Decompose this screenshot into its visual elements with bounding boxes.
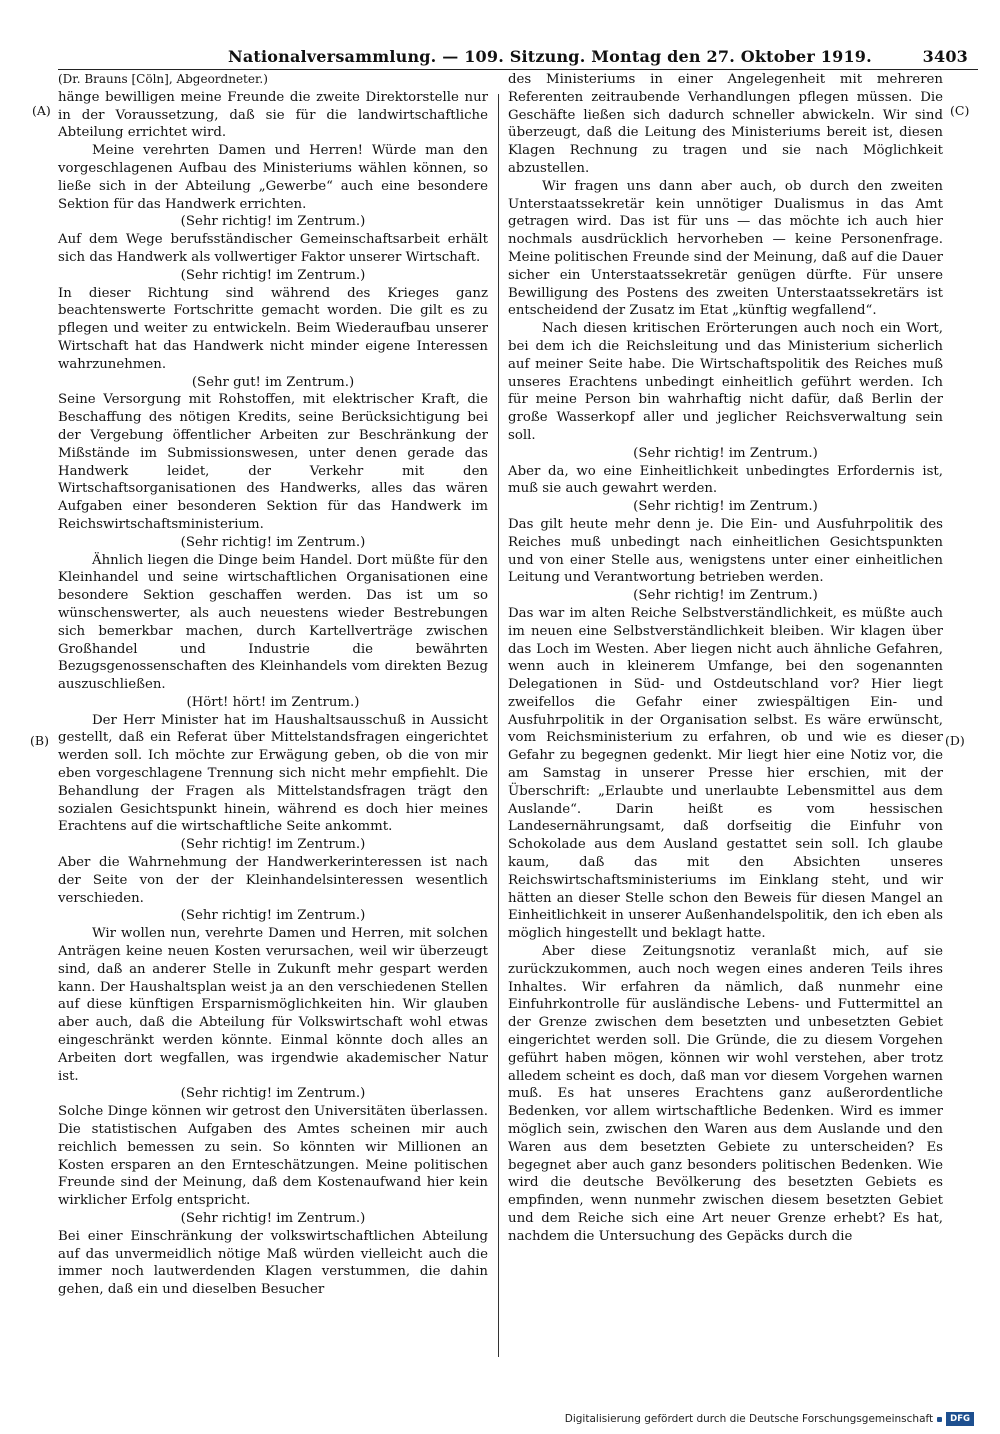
paragraph: Wir fragen uns dann aber auch, ob durch den zweiten Unterstaatssekretär kein unnötiger Dualismus in das Amt getragen wird. Das ist für uns — das möchte ich auch hier nochmals ausdrücklich hervorheben — keine Personenfrage. Meine politischen Freunde sind der Meinung, daß auf die Dauer sicher ein Unterstaatssekretär genügen dürfte. Für unsere Bewilligung des Postens des zweiten Unterstaatssekretärs ist entscheidend der Zusatz im Etat „künftig wegfallend“.: [508, 178, 943, 319]
page-header: [28, 47, 980, 71]
footer: [565, 1410, 974, 1428]
interjection: (Hört! hört! im Zentrum.): [186, 694, 360, 710]
paragraph: Auf dem Wege berufsständischer Gemeinschaftsarbeit erhält sich das Handwerk als vollwertiger Faktor unserer Wirtschaft.: [58, 232, 488, 265]
interjection: (Sehr gut! im Zentrum.): [191, 374, 355, 390]
margin-marker-b: (B): [30, 733, 49, 748]
paragraph: Aber diese Zeitungsnotiz veranlaßt mich, auf sie zurückzukommen, auch noch wegen eines anderen Teils ihres Inhaltes. Wir erfahren da nämlich, daß nunmehr eine Einfuhrkontrolle für ausländische Lebens- und Futtermittel an der Grenze zwischen dem besetzten und unbesetzten Gebiet eingerichtet werden soll. Die Gründe, die zu diesem Vorgehen geführt haben mögen, können wir wohl verstehen, aber trotz alledem scheint es doch, daß man vor diesem Vorgehen warnen muß. Es hat unseres Erachtens ganz außerordentliche Bedenken, vor allem wirtschaftliche Bedenken. Wird es immer möglich sein, zwischen den Waren aus dem Auslande und den Waren aus dem besetzten Gebiete zu unterscheiden? Es begegnet aber auch ganz besonders politischen Bedenken. Wie wird die deutsche Bevölkerung des besetzten Gebiets es empfinden, wenn nunmehr zwischen diesem besetzten Gebiet und dem Reiche sich eine Art neuer Grenze erhebt? Es hat, nachdem die Untersuchung des Gepäcks durch die: [508, 944, 943, 1244]
paragraph: Nach diesen kritischen Erörterungen auch noch ein Wort, bei dem ich die Reichsleitung und das Ministerium sicherlich auf meiner Seite habe. Die Wirtschaftspolitik des Reiches muß unseres Erachtens unbedingt einheitlich geführt werden. Ich für meine Person bin wahrhaftig nicht dafür, daß Berlin der große Wasserkopf aller und jeglicher Reichsverwaltung sein soll.: [508, 321, 943, 443]
paragraph: Meine verehrten Damen und Herren! Würde man den vorgeschlagenen Aufbau des Ministeriums wählen können, so ließe sich in der Abteilung „Gewerbe“ auch eine besondere Sektion für das Handwerk errichten.: [58, 143, 488, 212]
page-number: 3403: [922, 47, 968, 66]
interjection: (Sehr richtig! im Zentrum.): [633, 499, 818, 515]
paragraph: Der Herr Minister hat im Haushaltsausschuß in Aussicht gestellt, daß ein Referat über Mittelstandsfragen eingerichtet werden soll. Ich möchte zur Erwägung geben, ob die von mir eben vorgeschlagene Trennung sich nicht mehr empfiehlt. Die Behandlung der Fragen als Mittelstandsfragen trägt den sozialen Gesichtspunkt hinein, während es doch hier meines Erachtens auf die wirtschaftliche Seite ankommt.: [58, 712, 488, 835]
header-rule: [58, 69, 978, 70]
paragraph: Ähnlich liegen die Dinge beim Handel. Dort müßte für den Kleinhandel und seine wirtschaftlichen Organisationen eine besondere Sektion geschaffen werden. Das ist um so wünschenswerter, als auch neuestens wieder Bestrebungen sich bemerkbar machen, durch Kartellverträge zwischen Großhandel und Industrie die bewährten Bezugsgenossenschaften des Kleinhandels vom direkten Bezug auszuschließen.: [58, 552, 488, 693]
column-divider: [498, 94, 499, 1357]
paragraph: Wir wollen nun, verehrte Damen und Herren, mit solchen Anträgen keine neuen Kosten verursachen, weil wir überzeugt sind, daß an anderer Stelle in Zukunft mehr gespart werden kann. Der Haushaltsplan weist ja an den verschiedenen Stellen auf diese künftigen Ersparnismöglichkeiten hin. Wir glauben aber auch, daß die Abteilung für Volkswirtschaft wohl etwas eingeschränkt werden könnte. Einmal könnte doch alles an Arbeiten dort wegfallen, was irgendwie akademischer Natur ist.: [58, 926, 488, 1084]
right-column: [508, 71, 943, 1356]
paragraph: des Ministeriums in einer Angelegenheit mit mehreren Referenten zeitraubende Verhandlungen pflegen müssen. Die Geschäfte ließen sich dadurch schneller abwickeln. Wir sind überzeugt, daß die Leitung des Ministeriums bereit ist, diesen Klagen Rechnung zu tragen und sie nach Möglichkeit abzustellen.: [508, 72, 943, 176]
interjection: (Sehr richtig! im Zentrum.): [633, 445, 818, 461]
paragraph: Das war im alten Reiche Selbstverständlichkeit, es müßte auch im neuen eine Selbstverständlichkeit bleiben. Wir klagen über das Loch im Westen. Aber liegen nicht auch ähnliche Gefahren, wenn auch in kleinerem Umfange, bei den sogenannten Delegationen in Süd- und Ostdeutschland vor? Hier liegt zweifellos die Gefahr einer zwiespältigen Ein- und Ausfuhrpolitik in der Organisation selbst. Es wäre erwünscht, vom Reichsministerium zu erfahren, ob und wie es dieser Gefahr zu begegnen gedenkt. Mir liegt hier eine Notiz vor, die am Samstag in unserer Presse hier erschien, mit der Überschrift: „Erlaubte und unerlaubte Lebensmittel aus dem Auslande“. Darin heißt es vom hessischen Landesernährungsamt, daß dorfseitig die Einfuhr von Schokolade aus dem Ausland gestattet sein soll. Ich glaube kaum, daß das mit den Absichten unseres Reichswirtschaftsministeriums im Einklang steht, und wir hätten an dieser Stelle schon den Beweis für diesen Mangel an Einheitlichkeit in unserer Außenhandelspolitik, den ich eben als möglich hingestellt und beklagt hatte.: [508, 605, 943, 942]
paragraph: In dieser Richtung sind während des Krieges ganz beachtenswerte Fortschritte gemacht worden. Die gilt es zu pflegen und weiter zu entwickeln. Beim Wiederaufbau unserer Wirtschaft hat das Handwerk nicht minder eigene Interessen wahrzunehmen.: [58, 285, 488, 372]
paragraph: Solche Dinge können wir getrost den Universitäten überlassen. Die statistischen Aufgaben des Amtes scheinen mir auch reichlich bemessen zu sein. So könnten wir Millionen an Kosten ersparen an den Ernteschätzungen. Meine politischen Freunde sind der Meinung, daß dem Kostenaufwand hier kein wirklicher Erfolg entspricht.: [58, 1104, 488, 1209]
paragraph: hänge bewilligen meine Freunde die zweite Direktorstelle nur in der Voraussetzung, daß sie für die landwirtschaftliche Abteilung errichtet wird.: [58, 89, 488, 141]
margin-marker-a: (A): [32, 103, 51, 118]
footer-text: Digitalisierung gefördert durch die Deutsche Forschungsgemeinschaft: [564, 1413, 934, 1425]
interjection: (Sehr richtig! im Zentrum.): [180, 1211, 366, 1226]
interjection: (Sehr richtig! im Zentrum.): [633, 588, 818, 604]
interjection: (Sehr richtig! im Zentrum.): [180, 837, 366, 853]
interjection: (Sehr richtig! im Zentrum.): [180, 214, 366, 230]
speaker-note: (Dr. Brauns [Cöln], Abgeordneter.): [58, 72, 268, 86]
dfg-logo: DFG: [946, 1412, 974, 1426]
paragraph: Aber da, wo eine Einheitlichkeit unbedingtes Erfordernis ist, muß sie auch gewahrt werden.: [508, 463, 943, 497]
interjection: (Sehr richtig! im Zentrum.): [180, 534, 366, 550]
paragraph: Aber die Wahrnehmung der Handwerkerinteressen ist nach der Seite von der der Kleinhandelsinteressen wesentlich verschieden.: [58, 855, 488, 906]
left-column: [58, 71, 488, 1356]
square-icon: [937, 1417, 942, 1422]
interjection: (Sehr richtig! im Zentrum.): [180, 908, 366, 924]
paragraph: Bei einer Einschränkung der volkswirtschaftlichen Abteilung auf das unvermeidlich nötige Maß würden vielleicht auch die immer noch lautwerdenden Klagen verstummen, die dahin gehen, daß ein und dieselben Besucher: [58, 1228, 488, 1298]
page-title: Nationalversammlung. — 109. Sitzung. Montag den 27. Oktober 1919.: [228, 47, 872, 66]
interjection: (Sehr richtig! im Zentrum.): [180, 267, 366, 283]
margin-marker-c: (C): [950, 103, 970, 118]
margin-marker-d: (D): [945, 733, 965, 748]
paragraph: Das gilt heute mehr denn je. Die Ein- und Ausfuhrpolitik des Reiches muß unbedingt nach einheitlichen Gesichtspunkten und von einer Stelle aus, wenigstens unter einer einheitlichen Leitung und Verantwortung betrieben werden.: [508, 516, 943, 586]
paragraph: Seine Versorgung mit Rohstoffen, mit elektrischer Kraft, die Beschaffung des nötigen Kredits, seine Berücksichtigung bei der Vergebung öffentlicher Arbeiten zur Beschränkung der Mißstände im Submissionswesen, unter denen gerade das Handwerk leidet, der Verkehr mit den Wirtschaftsorganisationen des Handwerks, alles das wären Aufgaben einer besonderen Sektion für das Handwerk im Reichswirtschaftsministerium.: [58, 392, 488, 532]
interjection: (Sehr richtig! im Zentrum.): [180, 1086, 366, 1102]
